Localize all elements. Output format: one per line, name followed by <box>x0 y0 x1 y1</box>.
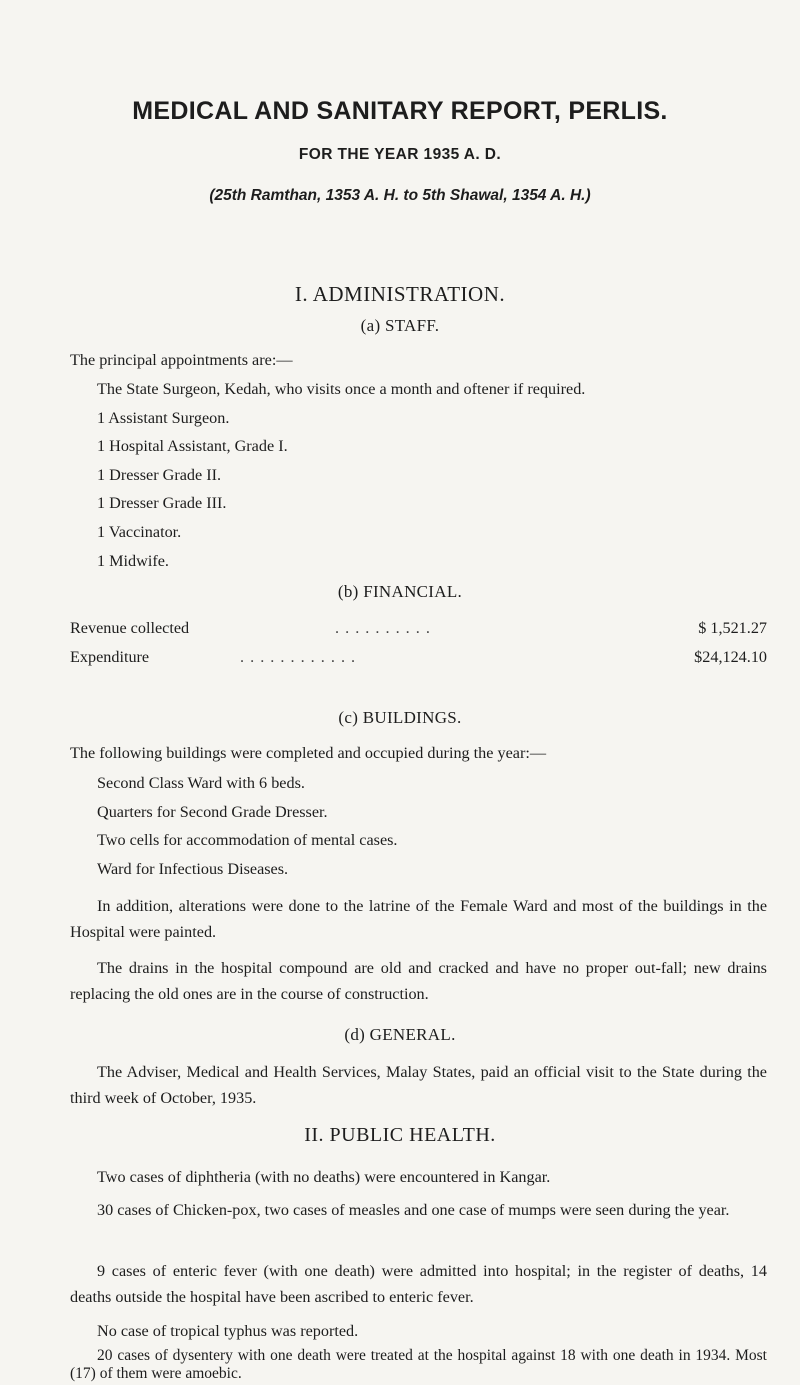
general-paragraph: The Adviser, Medical and Health Services, Malay States, paid an official visit to the State during the third week of October, 1935. <box>70 1063 767 1107</box>
list-item: 1 Midwife. <box>97 551 169 570</box>
buildings-intro: The following buildings were completed and occupied during the year:— <box>70 744 547 762</box>
staff-intro: The principal appointments are:— <box>70 351 293 369</box>
staff-list <box>97 379 585 579</box>
buildings-list <box>97 773 397 887</box>
list-item: Quarters for Second Grade Dresser. <box>97 802 328 821</box>
leader-dots: . . . . . . . . . . <box>335 619 431 637</box>
list-item: The State Surgeon, Kedah, who visits once a month and oftener if required. <box>97 380 586 398</box>
financial-amount: $24,124.10 <box>694 648 767 666</box>
hijri-date-range: (25th Ramthan, 1353 A. H. to 5th Shawal, 1354 A. H.) <box>209 187 591 204</box>
list-item: 1 Hospital Assistant, Grade I. <box>97 437 288 456</box>
financial-label: Expenditure <box>70 648 150 666</box>
buildings-paragraph-alterations: In addition, alterations were done to the latrine of the Female Ward and most of the buildings in the Hospital were painted. <box>70 897 767 941</box>
public-health-paragraph: No case of tropical typhus was reported. <box>97 1322 359 1340</box>
section-administration-heading: I. ADMINISTRATION. <box>294 282 506 306</box>
financial-label: Revenue collected <box>70 619 190 637</box>
list-item: 1 Vaccinator. <box>97 522 182 541</box>
report-title: MEDICAL AND SANITARY REPORT, PERLIS. <box>132 97 668 125</box>
leader-dots: . . . . . . . . . . . . <box>240 648 357 666</box>
buildings-heading: (c) BUILDINGS. <box>338 708 462 727</box>
report-year: FOR THE YEAR 1935 A. D. <box>298 146 502 163</box>
list-item: Ward for Infectious Diseases. <box>97 859 289 878</box>
list-item: Two cells for accommodation of mental cases. <box>97 831 398 850</box>
list-item: 1 Dresser Grade III. <box>97 494 227 513</box>
financial-amount: $ 1,521.27 <box>698 619 767 637</box>
general-heading: (d) GENERAL. <box>344 1025 456 1044</box>
section-public-health-heading: II. PUBLIC HEALTH. <box>304 1124 496 1146</box>
financial-heading: (b) FINANCIAL. <box>337 582 463 601</box>
list-item: 1 Assistant Surgeon. <box>97 408 230 427</box>
buildings-paragraph-drains: The drains in the hospital compound are old and cracked and have no proper out-fall; new drains replacing the old ones are in the course of construction. <box>70 959 767 1003</box>
staff-heading: (a) STAFF. <box>360 316 440 335</box>
public-health-paragraph: 30 cases of Chicken-pox, two cases of measles and one case of mumps were seen during the year. <box>97 1201 730 1219</box>
list-item: Second Class Ward with 6 beds. <box>97 774 305 792</box>
public-health-paragraph: Two cases of diphtheria (with no deaths) were encountered in Kangar. <box>97 1168 551 1186</box>
public-health-paragraph: 20 cases of dysentery with one death were treated at the hospital against 18 with one death in 1934. Most (17) of them were amoebic. <box>70 1347 767 1382</box>
list-item: 1 Dresser Grade II. <box>97 465 222 484</box>
public-health-paragraph: 9 cases of enteric fever (with one death) were admitted into hospital; in the register of deaths, 14 deaths outside the hospital have been ascribed to enteric fever. <box>70 1262 767 1306</box>
